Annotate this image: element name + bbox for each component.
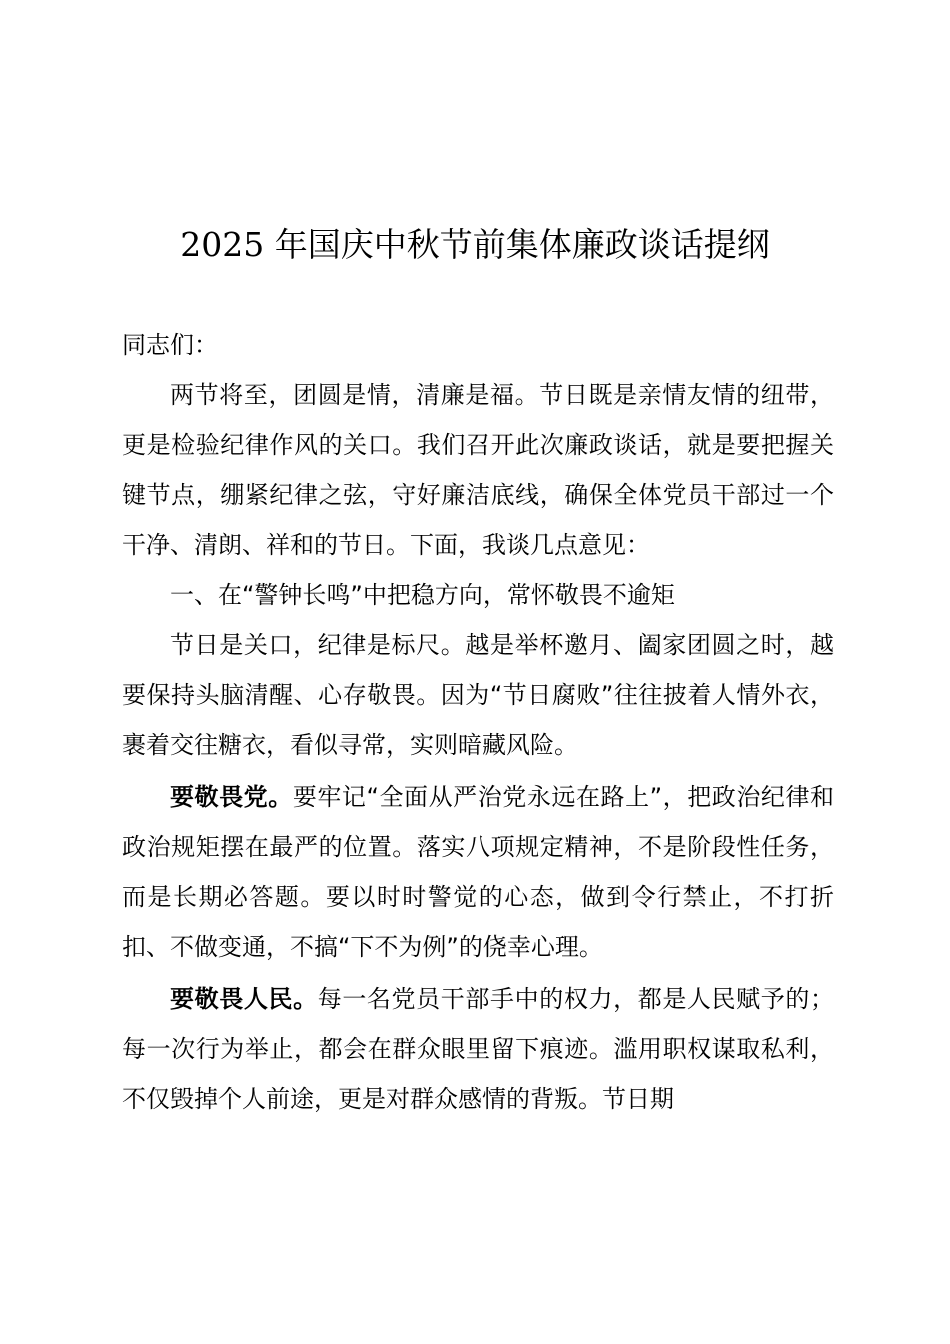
point-1-text: 要牢记“全面从严治党永远在路上”，把政治纪律和政治规矩摆在最严的位置。落实八项规定精神，不是阶段性任务，而是长期必答题。要以时时警觉的心态，做到令行禁止，不打折扣、不做变通，不搞“下不为例”的侥幸心理。 xyxy=(122,783,835,961)
section-1-paragraph: 节日是关口，纪律是标尺。越是举杯邀月、阖家团圆之时，越要保持头脑清醒、心存敬畏。因为“节日腐败”往往披着人情外衣，裹着交往糖衣，看似寻常，实则暗藏风险。 xyxy=(122,631,834,759)
point-1-lead: 要敬畏党。 xyxy=(170,783,293,811)
point-2-lead: 要敬畏人民。 xyxy=(170,985,318,1013)
document-body xyxy=(122,320,834,1124)
point-2-paragraph xyxy=(122,974,834,1124)
point-2-text: 每一名党员干部手中的权力，都是人民赋予的；每一次行为举止，都会在群众眼里留下痕迹。滥用职权谋取私利，不仅毁掉个人前途，更是对群众感情的背叛。节日期 xyxy=(122,985,835,1113)
salutation: 同志们： xyxy=(122,331,218,359)
section-heading-1: 一、在“警钟长鸣”中把稳方向，常怀敬畏不逾矩 xyxy=(170,581,675,609)
intro-paragraph: 两节将至，团圆是情，清廉是福。节日既是亲情友情的纽带，更是检验纪律作风的关口。我们召开此次廉政谈话，就是要把握关键节点，绷紧纪律之弦，守好廉洁底线，确保全体党员干部过一个干净、清朗、祥和的节日。下面，我谈几点意见： xyxy=(122,381,834,559)
point-1-paragraph xyxy=(122,772,834,972)
document-title: 2025 年国庆中秋节前集体廉政谈话提纲 xyxy=(180,225,770,264)
